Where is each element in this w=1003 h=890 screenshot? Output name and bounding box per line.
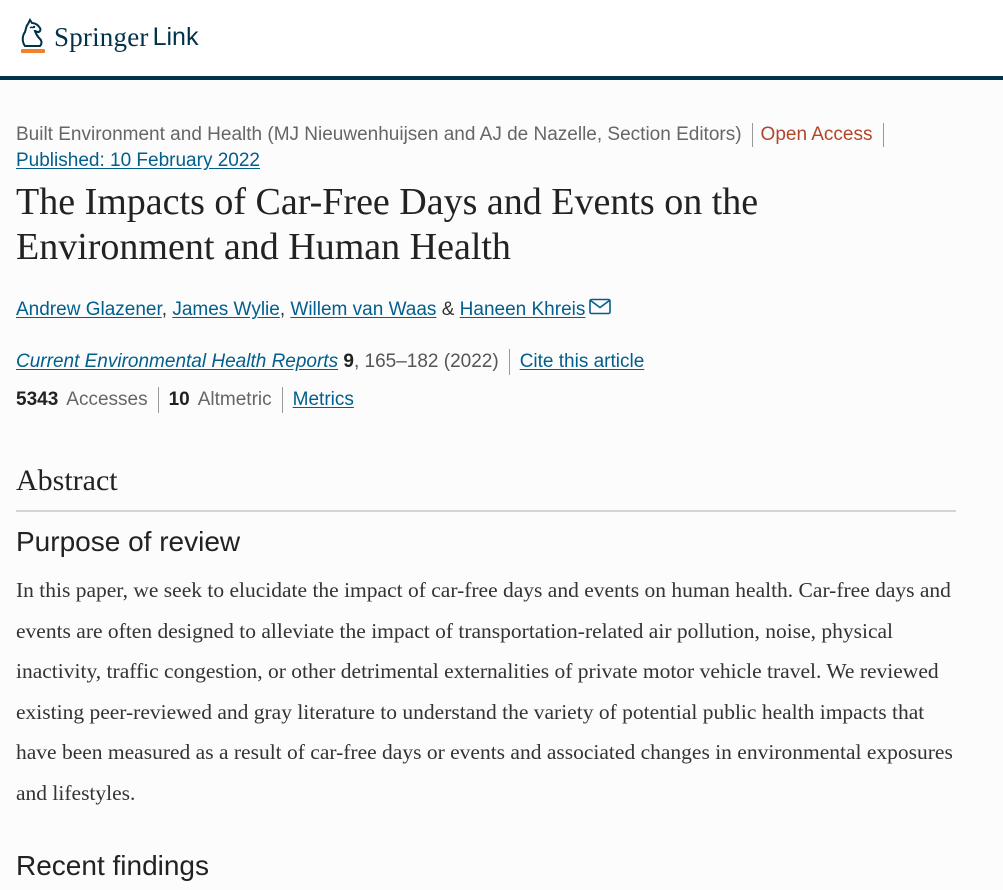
journal-link[interactable] — [16, 351, 338, 372]
volume-number: 9 — [343, 351, 354, 372]
springer-horse-icon — [16, 16, 48, 58]
open-access-badge: Open Access — [760, 124, 873, 145]
metrics-link[interactable]: Metrics — [292, 389, 354, 410]
author-link[interactable]: James Wylie — [172, 299, 280, 320]
divider — [752, 123, 753, 147]
springer-wordmark: Springer — [54, 21, 149, 52]
divider — [158, 387, 159, 413]
accesses-label: Accesses — [66, 389, 148, 410]
recent-findings-heading: Recent findings — [16, 850, 210, 881]
springer-link-logo[interactable] — [16, 16, 198, 58]
author-separator: , — [279, 299, 291, 320]
article-metrics — [16, 386, 354, 414]
section-divider — [16, 510, 956, 512]
abstract-heading: Abstract — [16, 464, 118, 497]
published-date-link[interactable]: Published: 10 February 2022 — [16, 150, 260, 171]
site-header — [0, 0, 1003, 80]
pages-year: , 165–182 (2022) — [353, 351, 499, 372]
author-separator: , — [161, 299, 173, 320]
purpose-of-review-text: In this paper, we seek to elucidate the impact of car-free days and events on human health. Car-free days and events are often designed to alleviate the impact of transportation-related air pollution, noise, physical inactivity, traffic congestion, or other detrimental externalities of private motor vehicle travel. We reviewed existing peer-reviewed and gray literature to understand the variety of potential public health impacts that have been measured as a result of car-free days or events and associated changes in environmental exposures and lifestyles. — [16, 578, 953, 805]
author-link[interactable]: Andrew Glazener — [16, 299, 162, 320]
accesses-count: 5343 — [16, 389, 59, 410]
section-label: Built Environment and Health (MJ Nieuwenhuijsen and AJ de Nazelle, Section Editors) — [16, 124, 742, 145]
divider — [883, 123, 884, 147]
email-icon[interactable] — [589, 298, 611, 316]
article-meta — [16, 122, 956, 174]
divider — [509, 349, 510, 375]
divider — [282, 387, 283, 413]
author-link[interactable]: Haneen Khreis — [459, 299, 586, 320]
article-title: The Impacts of Car-Free Days and Events on the Environment and Human Health — [16, 181, 759, 268]
author-separator: & — [436, 299, 460, 320]
altmetric-count: 10 — [168, 389, 190, 410]
author-link[interactable]: Willem van Waas — [290, 299, 437, 320]
altmetric-label: Altmetric — [197, 389, 272, 410]
purpose-of-review-heading: Purpose of review — [16, 526, 241, 557]
journal-name: Current Environmental Health Reports — [16, 351, 339, 372]
cite-article-link[interactable]: Cite this article — [519, 351, 645, 372]
author-list — [16, 296, 611, 324]
journal-citation — [16, 348, 644, 376]
link-wordmark: Link — [152, 22, 199, 51]
